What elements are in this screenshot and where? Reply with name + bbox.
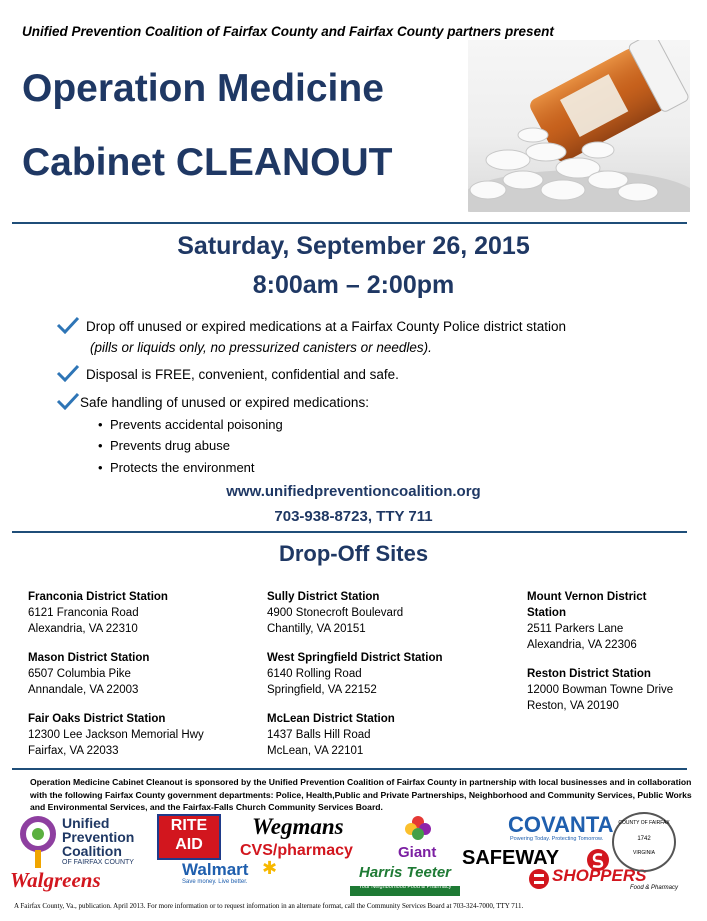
cvs-logo: CVS/pharmacy (240, 842, 353, 859)
walmart-tagline: Save money. Live better. (182, 879, 248, 885)
divider-top (12, 222, 687, 224)
phone-number: 703-938-8723, TTY 711 (274, 508, 433, 525)
bullet-safe: Safe handling of unused or expired medications: (80, 395, 369, 410)
site-franconia: Franconia District Station 6121 Franconia Road Alexandria, VA 22310 (28, 591, 168, 635)
site-reston: Reston District Station 12000 Bowman Towne Drive Reston, VA 20190 (527, 668, 674, 712)
sub-bullet: • Prevents drug abuse (98, 438, 230, 453)
fairfax-county-seal: COUNTY OF FAIRFAX 1742 VIRGINIA (612, 812, 676, 872)
checkmark-icon (56, 364, 80, 382)
walgreens-logo: Walgreens (10, 868, 101, 892)
sponsor-text: Operation Medicine Cabinet Cleanout is sponsored by the Unified Prevention Coalition of Fairfax County in partnership with local businesses and in collaboration with the following Fairfax County government departments: Police, Health,Public and Private Partnerships, Neighborhood and Community Services, Public Works and Environmental Services, and the Fairfax-Falls Church Community Services Board. (30, 777, 692, 812)
event-date: Saturday, September 26, 2015 (177, 232, 530, 260)
covanta-tagline: Powering Today. Protecting Tomorrow. (510, 836, 604, 842)
presenter-line: Unified Prevention Coalition of Fairfax County and Fairfax County partners present (22, 24, 554, 39)
upc-logo-text: Unified Prevention Coalition OF FAIRFAX COUNTY (62, 815, 135, 866)
sponsor-logos (0, 812, 707, 902)
giant-logo: Giant (398, 844, 437, 861)
sub-bullet: • Protects the environment (98, 460, 255, 475)
footer-note: A Fairfax County, Va., publication. April 2013. For more information or to request information in an alternate format, call the Community Services Board at 703-324-7000, TTY 711. (14, 902, 524, 910)
bullet-free: Disposal is FREE, convenient, confidential and safe. (86, 367, 399, 382)
divider-middle (12, 531, 687, 533)
site-fair-oaks: Fair Oaks District Station 12300 Lee Jackson Memorial Hwy Fairfax, VA 22033 (28, 713, 204, 757)
harris-teeter-logo: Harris Teeter Your Neighborhood Food & Pharmacy (350, 864, 460, 896)
bullet-dropoff: Drop off unused or expired medications at a Fairfax County Police district station (86, 319, 566, 334)
shoppers-tagline: Food & Pharmacy (630, 885, 679, 891)
divider-bottom (12, 768, 687, 770)
sub-bullet: • Prevents accidental poisoning (98, 417, 283, 432)
website-link[interactable]: www.unifiedpreventioncoalition.org (226, 483, 481, 500)
checkmark-icon (56, 392, 80, 410)
walmart-logo: Walmart (182, 860, 249, 879)
rite-aid-logo: RITE AID (157, 814, 221, 860)
walmart-spark-icon: ✱ (262, 858, 278, 878)
safeway-logo: SAFEWAY (462, 847, 560, 869)
checkmark-icon (56, 316, 80, 334)
shoppers-logo: SHOPPERS (552, 866, 647, 885)
giant-flower-icon (404, 814, 432, 844)
event-time: 8:00am – 2:00pm (252, 271, 455, 299)
site-west-springfield: West Springfield District Station 6140 Rolling Road Springfield, VA 22152 (267, 652, 443, 696)
site-mclean: McLean District Station 1437 Balls Hill Road McLean, VA 22101 (267, 713, 395, 757)
title-line-1: Operation Medicine (22, 67, 384, 110)
pill-bottle-image (468, 40, 690, 212)
title-line-2: Cabinet CLEANOUT (22, 141, 393, 184)
site-sully: Sully District Station 4900 Stonecroft Boulevard Chantilly, VA 20151 (267, 591, 404, 635)
wegmans-logo: Wegmans (252, 814, 344, 839)
covanta-logo: COVANTA (508, 812, 614, 837)
site-mason: Mason District Station 6507 Columbia Pike Annandale, VA 22003 (28, 652, 150, 696)
shoppers-icon (528, 868, 550, 890)
sites-heading: Drop-Off Sites (278, 541, 429, 566)
upc-logo-mark (18, 814, 58, 870)
bullet-dropoff-note: (pills or liquids only, no pressurized canisters or needles). (90, 340, 432, 355)
site-mount-vernon: Mount Vernon District Station 2511 Parkers Lane Alexandria, VA 22306 (527, 591, 647, 651)
